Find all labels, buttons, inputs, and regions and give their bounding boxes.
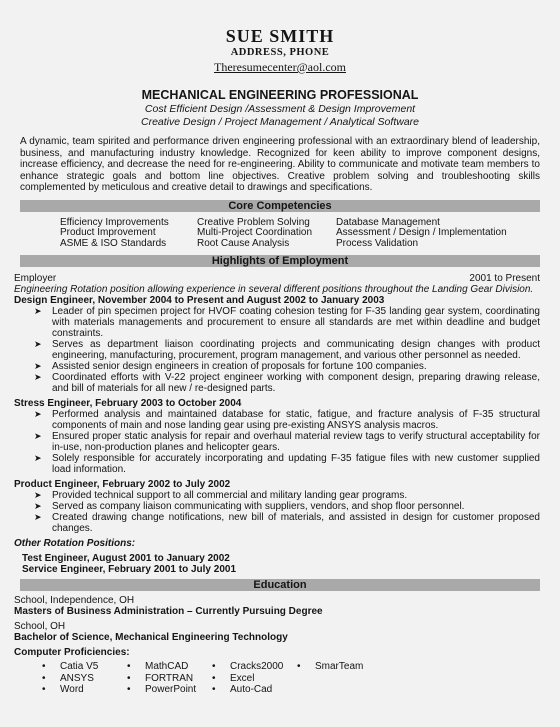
competency-item: Product Improvement [60, 227, 156, 238]
skill-item [42, 684, 127, 696]
tagline-2: Creative Design / Project Management / Analytical Software [141, 115, 419, 128]
skill-item [212, 673, 297, 685]
resume-header [14, 26, 546, 128]
education-heading: Education [20, 579, 540, 591]
core-competencies-heading: Core Competencies [20, 200, 540, 212]
competency-item: Database Management [336, 216, 440, 228]
list-item [34, 372, 540, 394]
skill-item [127, 684, 212, 696]
competency-item: Creative Problem Solving [197, 216, 310, 228]
rotation-description: Engineering Rotation position allowing experience in several different positions throughout the Landing Gear Division. [14, 284, 534, 295]
bullet-text: Assisted senior design engineers in creation of proposals for fortune 100 companies. [52, 361, 427, 372]
employment-heading: Highlights of Employment [20, 255, 540, 267]
competency-item: Root Cause Analysis [197, 237, 290, 249]
competency-item: Process Validation [336, 237, 419, 249]
arrow-bullet-icon: ➤ [34, 339, 42, 349]
skill-label: Cracks2000 [230, 661, 284, 672]
job-title: Design Engineer, November 2004 to Present and August 2002 to January 2003 [14, 295, 385, 306]
bullet-dot-icon: • [212, 672, 216, 684]
bullet-dot-icon: • [42, 672, 46, 684]
bullet-text: Performed analysis and maintained database for static, fatigue, and fracture analysis of F-35 structural components of main and nose landing gear using pre-existing ANSYS analysis macros. [52, 409, 540, 431]
bullet-dot-icon: • [42, 661, 46, 672]
bullet-dot-icon: • [212, 661, 216, 672]
bullet-text: Solely responsible for accurately incorporating and updating F-35 fatigue files with new customer supplied load information. [52, 453, 540, 475]
summary-paragraph: A dynamic, team spirited and performance driven engineering professional with an extraordinary blend of leadership, business, and manufacturing industry knowledge. Recognized for keen ability to improve component designs, increase efficiency, and decrease the need for re-engineering. Ability to communicate and motivate team members to enhance strategic goals and bottom line objectives. Creative problem solving and troubleshooting skills complemented by meticulous and creative detail to drawings and specifications. [20, 136, 540, 193]
competency-item: Multi-Project Coordination [197, 227, 313, 238]
list-item [34, 361, 540, 372]
arrow-bullet-icon: ➤ [34, 431, 42, 441]
degree: Masters of Business Administration – Currently Pursuing Degree [14, 606, 323, 617]
skill-label: PowerPoint [145, 684, 197, 695]
arrow-bullet-icon: ➤ [34, 501, 42, 511]
other-rotation-heading: Other Rotation Positions: [14, 538, 136, 549]
bullet-dot-icon: • [212, 684, 216, 695]
employer-row [14, 273, 540, 284]
skill-item [42, 673, 127, 685]
degree: Bachelor of Science, Mechanical Engineering Technology [14, 632, 288, 643]
skill-label: Auto-Cad [230, 684, 273, 695]
bullet-text: Leader of pin specimen project for HVOF coating cohesion testing for F-35 landing gear system, coordinating with materials managements and procurement to ensure all standards are met within deadline and budget constraints. [52, 306, 540, 339]
bullet-dot-icon: • [127, 672, 131, 684]
skill-item [297, 661, 382, 673]
applicant-name: SUE SMITH [225, 26, 335, 46]
list-item [34, 512, 540, 534]
skill-label: FORTRAN [145, 672, 194, 684]
arrow-bullet-icon: ➤ [34, 490, 42, 500]
bullet-text: Ensured proper static analysis for repair and overhaul material review tags to verify structural acceptability for in-use, non-production planes and helicopter gears. [52, 431, 540, 453]
competency-item: Efficiency Improvements [60, 216, 169, 228]
arrow-bullet-icon: ➤ [34, 453, 42, 463]
bullet-dot-icon: • [297, 661, 301, 672]
skill-item [127, 673, 212, 685]
list-item [34, 409, 540, 431]
arrow-bullet-icon: ➤ [34, 409, 42, 419]
bullet-dot-icon: • [127, 661, 131, 672]
bullet-dot-icon: • [42, 684, 46, 695]
bullet-text: Provided technical support to all commercial and military landing gear programs. [52, 490, 408, 501]
tagline-1: Cost Efficient Design /Assessment & Design Improvement [144, 103, 416, 115]
other-position: Service Engineer, February 2001 to July 2001 [22, 564, 237, 575]
resume-page [14, 0, 546, 696]
skill-label: ANSYS [60, 672, 94, 684]
skill-item [212, 661, 297, 673]
skill-item [212, 684, 297, 696]
list-item [34, 501, 540, 512]
job-title: Product Engineer, February 2002 to July 2002 [14, 479, 231, 490]
job-bullets [14, 409, 546, 475]
skill-label: SmarTeam [315, 661, 364, 672]
email-link[interactable]: Theresumecenter@aol.com [214, 60, 346, 74]
bullet-dot-icon: • [127, 684, 131, 695]
bullet-text: Coordinated efforts with V-22 project engineer working with component design, preparing drawing release, and bill of materials for all new / re-designed parts. [52, 372, 540, 394]
employment-dates: 2001 to Present [469, 273, 540, 284]
list-item [34, 306, 540, 339]
skills-list [42, 661, 546, 696]
skill-label: Excel [230, 672, 255, 684]
school-name: School, OH [14, 621, 66, 632]
address-phone: ADDRESS, PHONE [230, 47, 330, 58]
skill-label: Catia V5 [60, 661, 99, 672]
bullet-text: Created drawing change notifications, new bill of materials, and assisted in design for customer proposed changes. [52, 512, 540, 534]
bullet-text: Serves as department liaison coordinating projects and communicating design changes with product engineering, manufacturing, procurement, program management, and various other personnel as needed. [52, 339, 540, 361]
list-item [34, 490, 540, 501]
computer-proficiencies-heading: Computer Proficiencies: [14, 647, 130, 658]
arrow-bullet-icon: ➤ [34, 361, 42, 371]
arrow-bullet-icon: ➤ [34, 306, 42, 316]
job-bullets [14, 490, 546, 534]
skill-item [42, 661, 127, 673]
list-item [34, 431, 540, 453]
bullet-text: Served as company liaison communicating with suppliers, vendors, and shop floor personnel. [52, 501, 465, 512]
competency-item: Assessment / Design / Implementation [336, 227, 507, 238]
skill-label: Word [60, 684, 84, 695]
skill-label: MathCAD [145, 661, 189, 672]
job-title: Stress Engineer, February 2003 to October 2004 [14, 398, 242, 409]
competency-item: ASME & ISO Standards [60, 237, 167, 249]
skill-item [127, 661, 212, 673]
job-bullets [14, 306, 546, 394]
school-name: School, Independence, OH [14, 595, 135, 606]
arrow-bullet-icon: ➤ [34, 512, 42, 522]
list-item [34, 453, 540, 475]
core-competencies-list [60, 218, 546, 250]
arrow-bullet-icon: ➤ [34, 372, 42, 382]
professional-title: MECHANICAL ENGINEERING PROFESSIONAL [141, 88, 419, 102]
list-item [34, 339, 540, 361]
employer-name: Employer [14, 273, 57, 284]
other-position: Test Engineer, August 2001 to January 2002 [22, 553, 230, 564]
